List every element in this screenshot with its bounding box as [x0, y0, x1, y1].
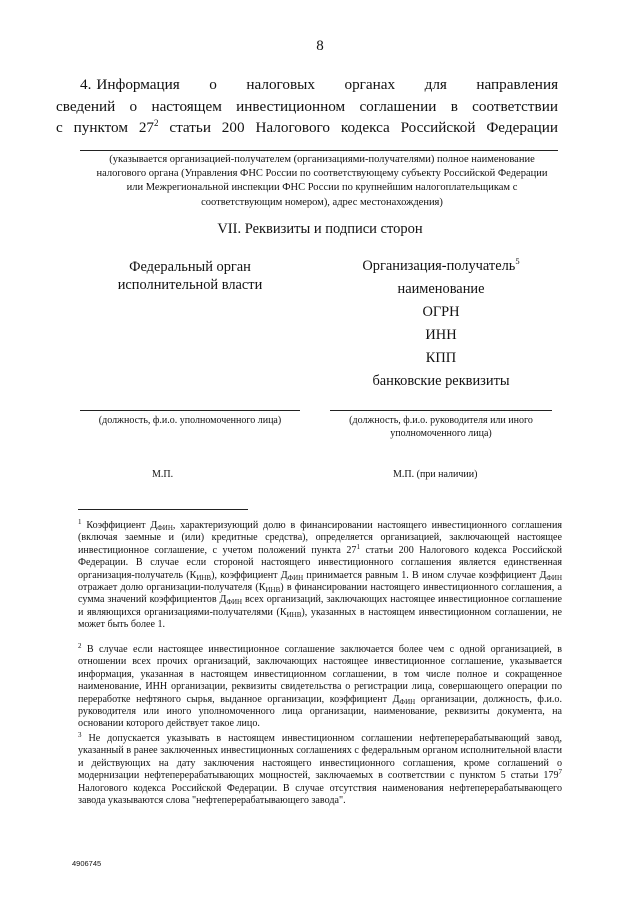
footnote-text: Налогового кодекса Российской Федерации. В случае отсутствия наименования нефтеперерабатывающего завода указываются слова "нефтеперерабатывающего завода". [78, 782, 562, 807]
recipient-title-text: Организация-получатель [362, 258, 516, 274]
word: в [450, 98, 458, 115]
word: кодекса [340, 119, 390, 136]
left-seal-mark: М.П. [152, 469, 174, 480]
footnote-text: , характеризующий долю в финансировании настоящего инвестиционного соглашения (включая заемные и (или) кредитные средства), определяется организацией, заключающей настоящее инвестиционное соглашение, с учетом положений пункта 27 [78, 520, 563, 556]
footnote-subscript: ФИН [546, 573, 562, 582]
left-signature-caption: (должность, ф.и.о. уполномоченного лица) [98, 415, 282, 426]
footnote-text: статьи 200 Налогового кодекса Российской Федерации. В случае если стороной настоящего инвестиционного соглашения является единственная организация-получатель (К [78, 544, 562, 581]
footnote-subscript: ФИН [399, 697, 416, 706]
word: о [129, 98, 138, 115]
word: статьи 200 [169, 119, 245, 136]
word: пунктом [73, 119, 128, 136]
word: сведений [56, 98, 116, 115]
footnote-text: Коэффициент Д [81, 520, 158, 531]
word: Федерации [486, 119, 559, 136]
section-7-title: VII. Реквизиты и подписи сторон [217, 221, 423, 237]
footnote-text: принимается равным 1. В ином случае коэффициент Д [303, 569, 547, 581]
tax-authority-input-line [80, 150, 558, 151]
footnote-mark: 1 [78, 518, 82, 526]
word: 4. [80, 76, 92, 93]
footnote-text: ), коэффициент Д [211, 569, 288, 581]
recipient-field-ogrn: ОГРН [422, 304, 460, 320]
footnote-subscript: ИНВ [265, 586, 281, 595]
recipient-block [330, 257, 552, 397]
recipient-title [330, 257, 552, 275]
recipient-field-name: наименование [397, 281, 485, 297]
recipient-field-bank-details: банковские реквизиты [372, 373, 510, 389]
left-signature-line [80, 410, 300, 411]
footnote-subscript: ФИН [157, 524, 173, 532]
word: для [424, 76, 447, 93]
footnote-text: В случае если настоящее инвестиционное соглашение заключается более чем с одной организацией, в отношении всех прочих организаций, заключающих настоящее инвестиционное соглашение, указывается информация, указанная в настоящем инвестиционном соглашении, в том числе полное и сокращенное наименование, ИНН организации, реквизиты свидетельства о регистрации лица, совершающего операции по переработке нефтяного сырья, выданное организации, коэффициент Д [78, 644, 562, 705]
footnote-2 [78, 644, 562, 731]
recipient-field-kpp: КПП [425, 350, 457, 366]
word: о [209, 76, 217, 93]
footnote-text: отражает долю организации-получателя (К [78, 582, 266, 594]
word: настоящем [151, 98, 222, 115]
right-seal-mark: М.П. (при наличии) [393, 469, 478, 480]
word: Информация [96, 76, 180, 93]
page-number: 8 [316, 38, 324, 54]
recipient-footnote-mark: 5 [515, 256, 520, 266]
footnote-separator [78, 509, 248, 510]
word: органах [344, 76, 396, 93]
footnote-1 [78, 520, 562, 632]
footnote-superscript: 1 [356, 542, 360, 551]
word: с [56, 119, 63, 136]
footnote-mark: 3 [78, 731, 82, 739]
footnote-subscript: ФИН [226, 598, 243, 607]
footnote-text: всех организаций, заключающих настоящее инвестиционное соглашение и являющихся организациями-получателями (К [78, 594, 563, 618]
document-code: 4906745 [72, 859, 102, 868]
word: налоговых [246, 76, 315, 93]
tax-authority-hint: (указывается организацией-получателем (организациями-получателями) полное наименование налогового органа (Управления ФНС России по соответствующему субъекту Российской Федерации или Межрегиональной инспекции ФНС России по крупнейшим налогоплательщикам с соответствующим номером), адрес местонахождения) [96, 154, 548, 208]
section-4-line-3 [56, 120, 558, 135]
clause-superscript: 2 [154, 118, 159, 128]
federal-body-title [80, 258, 300, 298]
footnote-text: Не допускается указывать в настоящем инвестиционном соглашении нефтеперерабатывающий завод, указанный в ранее заключенных инвестиционных соглашениях с федеральным органом исполнительной власти и действующих на дату заключения настоящего инвестиционного соглашения, кроме соглашений о модернизации нефтеперерабатывающих мощностей, заключаемых в соответствии с пунктом 5 статьи 179 [78, 733, 562, 782]
right-signature-line [330, 410, 552, 411]
footnote-superscript: 7 [558, 768, 562, 777]
right-signature-caption: (должность, ф.и.о. руководителя или иного уполномоченного лица) [349, 415, 533, 439]
footnote-subscript: ИНВ [286, 610, 302, 619]
footnote-text: ), указанных в настоящем инвестиционном соглашении, не может быть более 1. [78, 606, 562, 631]
word: инвестиционном [236, 98, 346, 115]
footnote-text: организации, должность, ф.и.о. руководителя или иного уполномоченного лица организации, наименование, реквизиты документа, на основании которого действует такое лицо. [78, 693, 562, 730]
word: направления [476, 76, 559, 93]
clause-number: 27 [138, 119, 155, 136]
clause-ref [139, 119, 159, 136]
footnote-subscript: ФИН [287, 573, 304, 582]
federal-body-title-line-2: исполнительной власти [117, 277, 263, 293]
section-4-line-2 [56, 99, 558, 114]
footnote-3 [78, 733, 562, 807]
footnote-subscript: ИНВ [196, 573, 212, 582]
recipient-field-inn: ИНН [425, 327, 457, 343]
word: соответствии [472, 98, 558, 115]
word: Российской [400, 119, 476, 136]
word: Налогового [255, 119, 331, 136]
word: соглашении [359, 98, 437, 115]
footnote-text: ) в финансировании настоящего инвестиционного соглашения, а сумма значений коэффициентов Д [78, 582, 563, 606]
footnote-mark: 2 [78, 642, 82, 650]
section-4-line-1 [80, 77, 558, 92]
federal-body-title-line-1: Федеральный орган [129, 259, 251, 275]
